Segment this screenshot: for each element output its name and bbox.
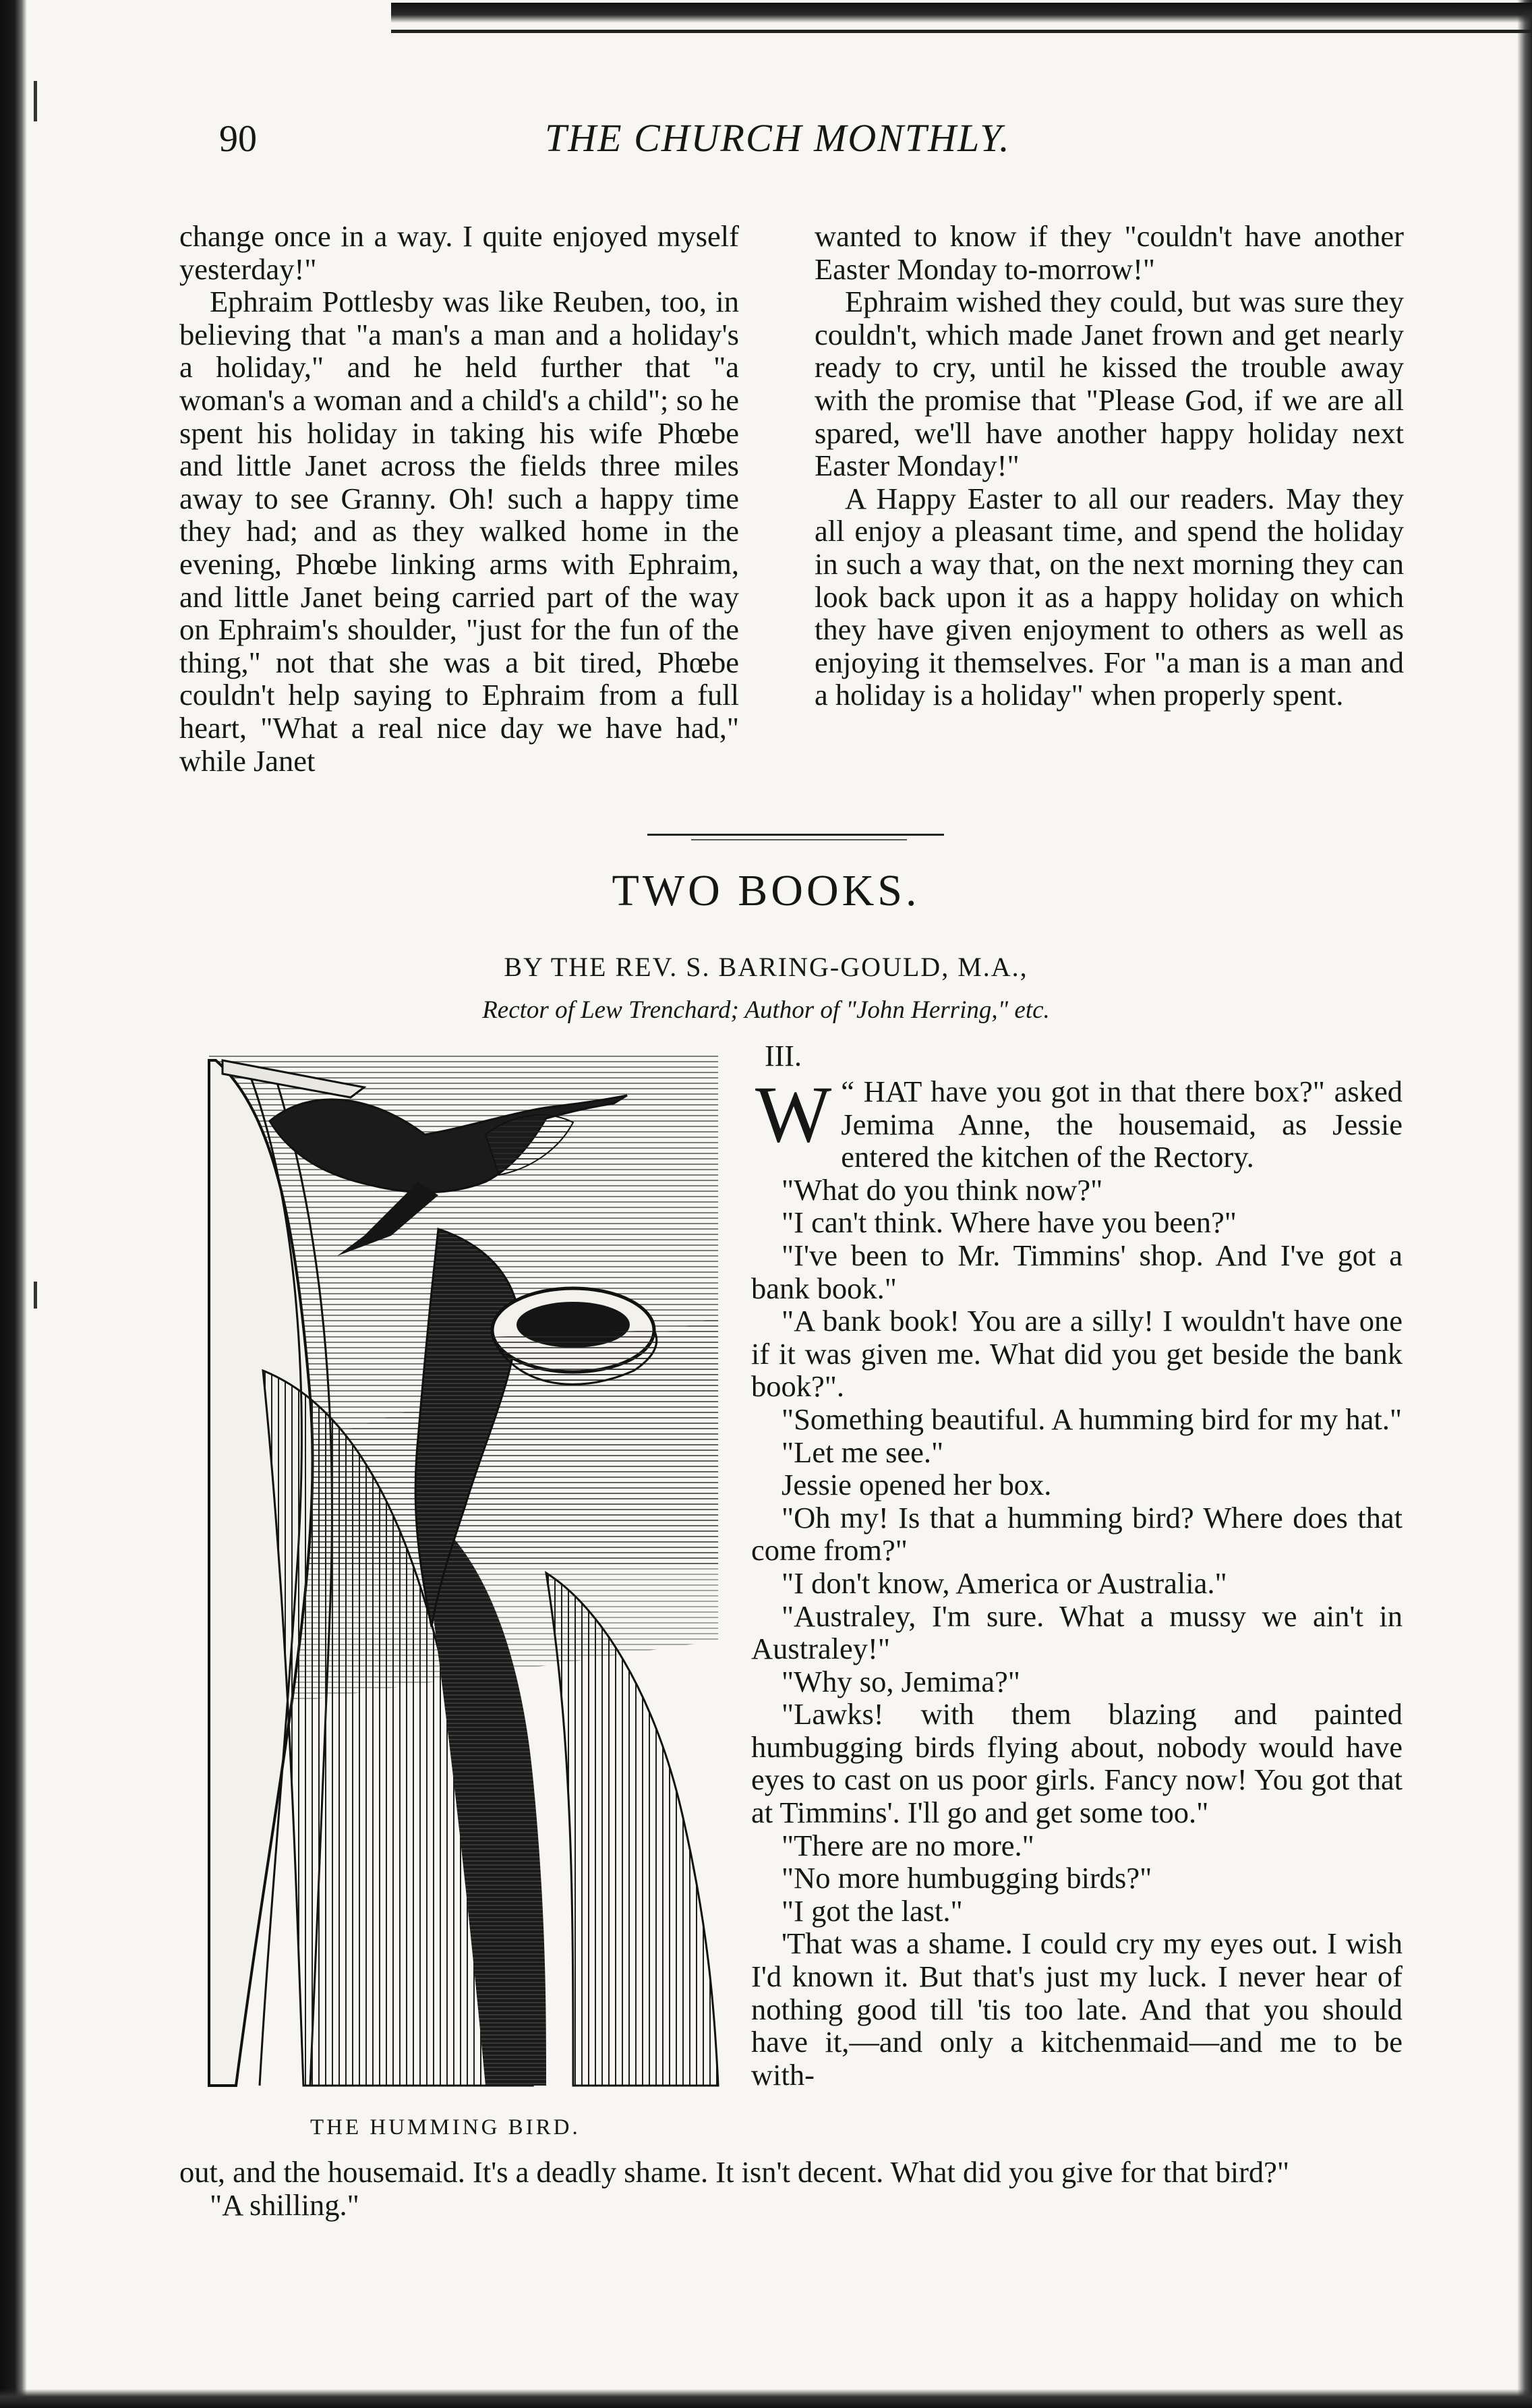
paragraph: "Something beautiful. A humming bird for my hat." [782, 1402, 1403, 1436]
paragraph: "Australey, I'm sure. What a mussy we ain't in Australey!" [751, 1599, 1403, 1666]
section-divider [647, 834, 944, 836]
scan-bottom-edge [0, 2389, 1532, 2408]
intro-right-column [815, 220, 1404, 712]
section-divider [691, 839, 907, 840]
paragraph: wanted to know if they "couldn't have another Easter Monday to-morrow!" [815, 219, 1404, 286]
paragraph: Jessie opened her box. [782, 1468, 1052, 1502]
running-title: THE CHURCH MONTHLY. [545, 116, 1011, 160]
paragraph: "I got the last." [782, 1893, 963, 1928]
paragraph: 'That was a shame. I could cry my eyes out. I wish I'd known it. But that's just my luck. I never hear of nothing good till 'tis too late. And that you should have it,—and only a kitchenmaid—and me to be with- [751, 1926, 1403, 2092]
story-title: TWO BOOKS. [612, 866, 920, 915]
page-number: 90 [219, 118, 257, 160]
paragraph: "No more humbugging birds?" [782, 1861, 1152, 1895]
paragraph: "A bank book! You are a silly! I wouldn't have one if it was given me. What did you get beside the bank book?". [751, 1304, 1403, 1404]
paragraph: "Why so, Jemima?" [782, 1664, 1020, 1698]
open-quote: “ [841, 1074, 864, 1108]
paragraph: "There are no more." [782, 1828, 1034, 1862]
byline-subtitle: Rector of Lew Trenchard; Author of "John Herring," etc. [482, 996, 1050, 1024]
paragraph: "Let me see." [782, 1435, 944, 1469]
scan-top-edge [391, 3, 1532, 23]
scan-left-edge [0, 0, 27, 2408]
paragraph: Ephraim Pottlesby was like Reuben, too, in believing that "a man's a man and a holiday's a holiday," and he held further that "a woman's a woman and a child's a child"; so he spent his holiday in taking his wife Phœbe and little Janet across the fields three miles away to see Granny. Oh! such a happy time they had; and as they walked home in the evening, Phœbe linking arms with Ephraim, and little Janet being carried part of the way on Ephraim's shoulder, "just for the fun of the thing," not that she was a bit tired, Phœbe couldn't help saying to Ephraim from a full heart, "What a real nice day we have had," while Janet [179, 285, 739, 778]
intro-left-column [179, 220, 739, 777]
paragraph: "What do you think now?" [782, 1172, 1103, 1207]
story-opening [751, 1069, 1403, 1174]
chapter-spacer [751, 1036, 1403, 1075]
scan-mark [34, 81, 37, 121]
opening-text: HAT have you got in that there box?" asked Jemima Anne, the housemaid, as Jessie entered the kitchen of the Rectory. [841, 1074, 1403, 1174]
story-column [751, 1036, 1403, 2091]
humming-bird-engraving [196, 1033, 728, 2106]
scan-top-line [391, 30, 1532, 33]
paragraph: "A shilling." [210, 2187, 359, 2222]
paragraph: Ephraim wished they could, but was sure they couldn't, which made Janet frown and get nearly ready to cry, until he kissed the trouble away with the promise that "Please God, if we are all spared, we'll have another happy holiday next Easter Monday!" [815, 285, 1404, 483]
paragraph: "Oh my! Is that a humming bird? Where does that come from?" [751, 1500, 1403, 1568]
drop-cap: W [755, 1069, 832, 1159]
paragraph: "Lawks! with them blazing and painted humbugging birds flying about, nobody would have eyes to cast on us poor girls. Fancy now! You got that at Timmins'. I'll go and get some too." [751, 1697, 1403, 1830]
figure-caption: THE HUMMING BIRD. [310, 2115, 581, 2140]
story-continuation [179, 2156, 1403, 2221]
paragraph: out, and the housemaid. It's a deadly shame. It isn't decent. What did you give for that bird?" [179, 2155, 1290, 2189]
paragraph: "I can't think. Where have you been?" [782, 1205, 1237, 1240]
scan-right-edge [1517, 0, 1532, 2408]
paragraph: "I don't know, America or Australia." [782, 1566, 1227, 1600]
chapter-number: III. [765, 1039, 802, 1072]
paragraph: change once in a way. I quite enjoyed myself yesterday!" [179, 219, 739, 286]
scan-mark [34, 1282, 37, 1309]
paragraph: A Happy Easter to all our readers. May they all enjoy a pleasant time, and spend the holiday in such a way that, on the next morning they can look back upon it as a happy holiday on which they have given enjoyment to others as well as enjoying it themselves. For "a man is a man and a holiday is a holiday" when properly spent. [815, 481, 1404, 712]
humming-bird-illustration [196, 1033, 728, 2106]
paragraph: "I've been to Mr. Timmins' shop. And I've got a bank book." [751, 1238, 1403, 1305]
byline: BY THE REV. S. BARING-GOULD, M.A., [504, 952, 1028, 982]
